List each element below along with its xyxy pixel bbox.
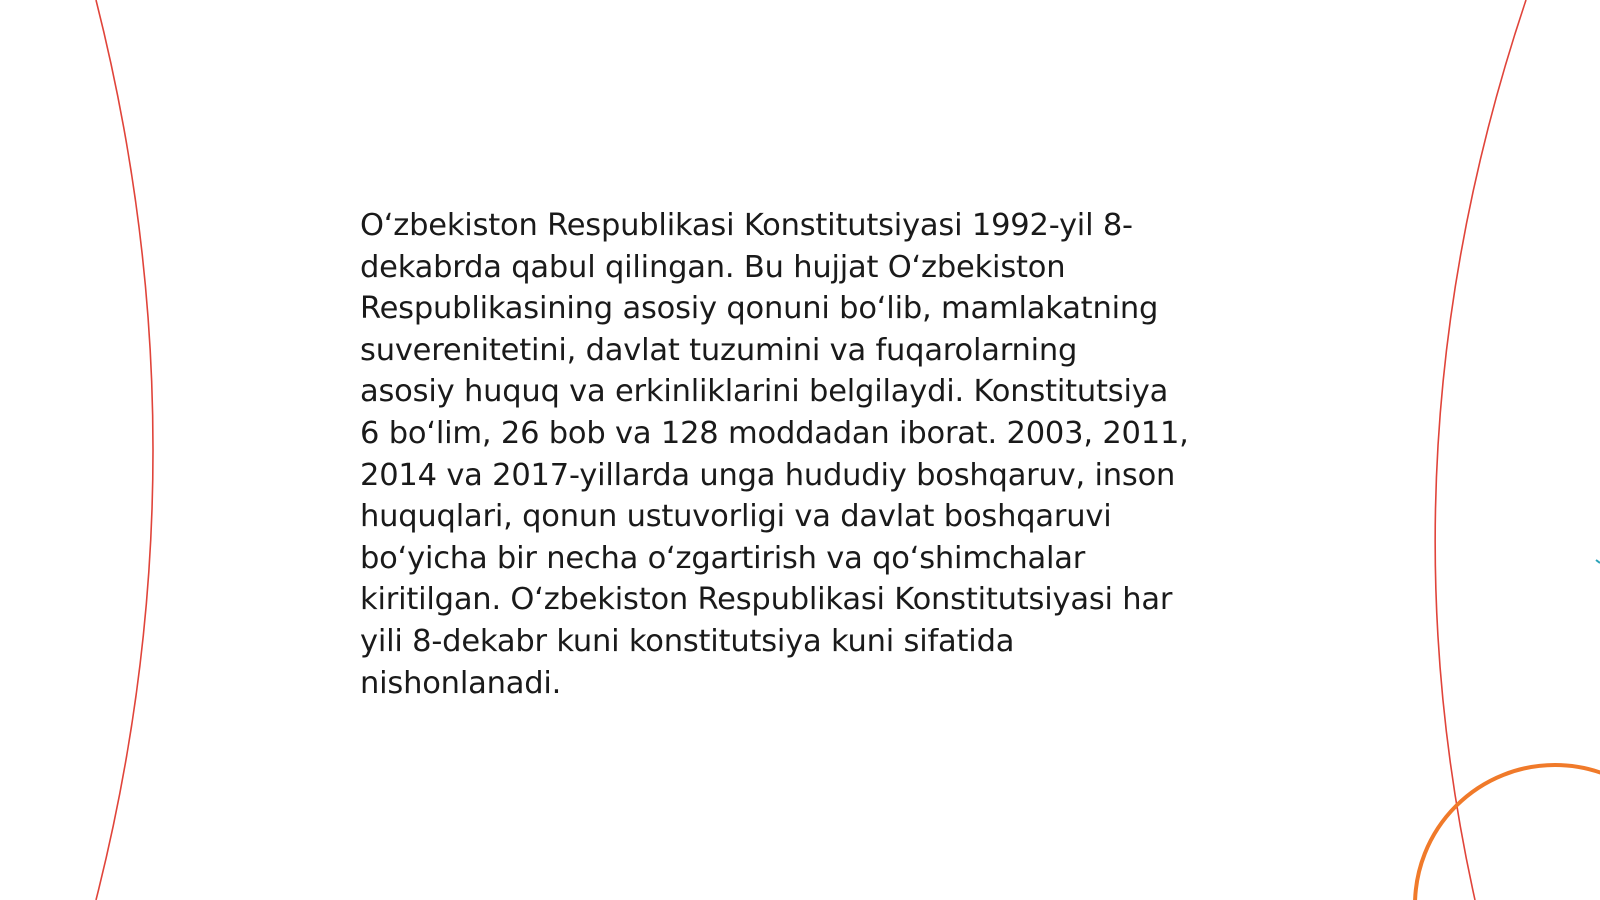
- paragraph-line: 2014 va 2017-yillarda unga hududiy boshqaruv, inson: [360, 457, 1176, 493]
- paragraph-line: yili 8-dekabr kuni konstitutsiya kuni sifatida: [360, 623, 1015, 659]
- paragraph-line: 6 bo‘lim, 26 bob va 128 moddadan iborat. 2003, 2011,: [360, 415, 1189, 451]
- teal-tick: [1596, 560, 1600, 563]
- paragraph-line: Respublikasining asosiy qonuni bo‘lib, mamlakatning: [360, 291, 1159, 327]
- left-curve: [96, 0, 153, 900]
- paragraph-line: suverenitetini, davlat tuzumini va fuqarolarning: [360, 332, 1078, 368]
- paragraph-line: O‘zbekiston Respublikasi Konstitutsiyasi 1992-yil 8-: [360, 208, 1133, 243]
- orange-circle-arc: [1415, 765, 1600, 900]
- paragraph-line: dekabrda qabul qilingan. Bu hujjat O‘zbekiston: [360, 249, 1066, 285]
- constitution-paragraph: [360, 205, 1240, 704]
- paragraph-line: bo‘yicha bir necha o‘zgartirish va qo‘shimchalar: [360, 540, 1086, 576]
- paragraph-line: nishonlanadi.: [360, 665, 562, 701]
- right-curve: [1435, 0, 1526, 900]
- paragraph-line: kiritilgan. O‘zbekiston Respublikasi Konstitutsiyasi har: [360, 582, 1173, 618]
- paragraph-line: asosiy huquq va erkinliklarini belgilaydi. Konstitutsiya: [360, 374, 1169, 410]
- paragraph-line: huquqlari, qonun ustuvorligi va davlat boshqaruvi: [360, 499, 1112, 535]
